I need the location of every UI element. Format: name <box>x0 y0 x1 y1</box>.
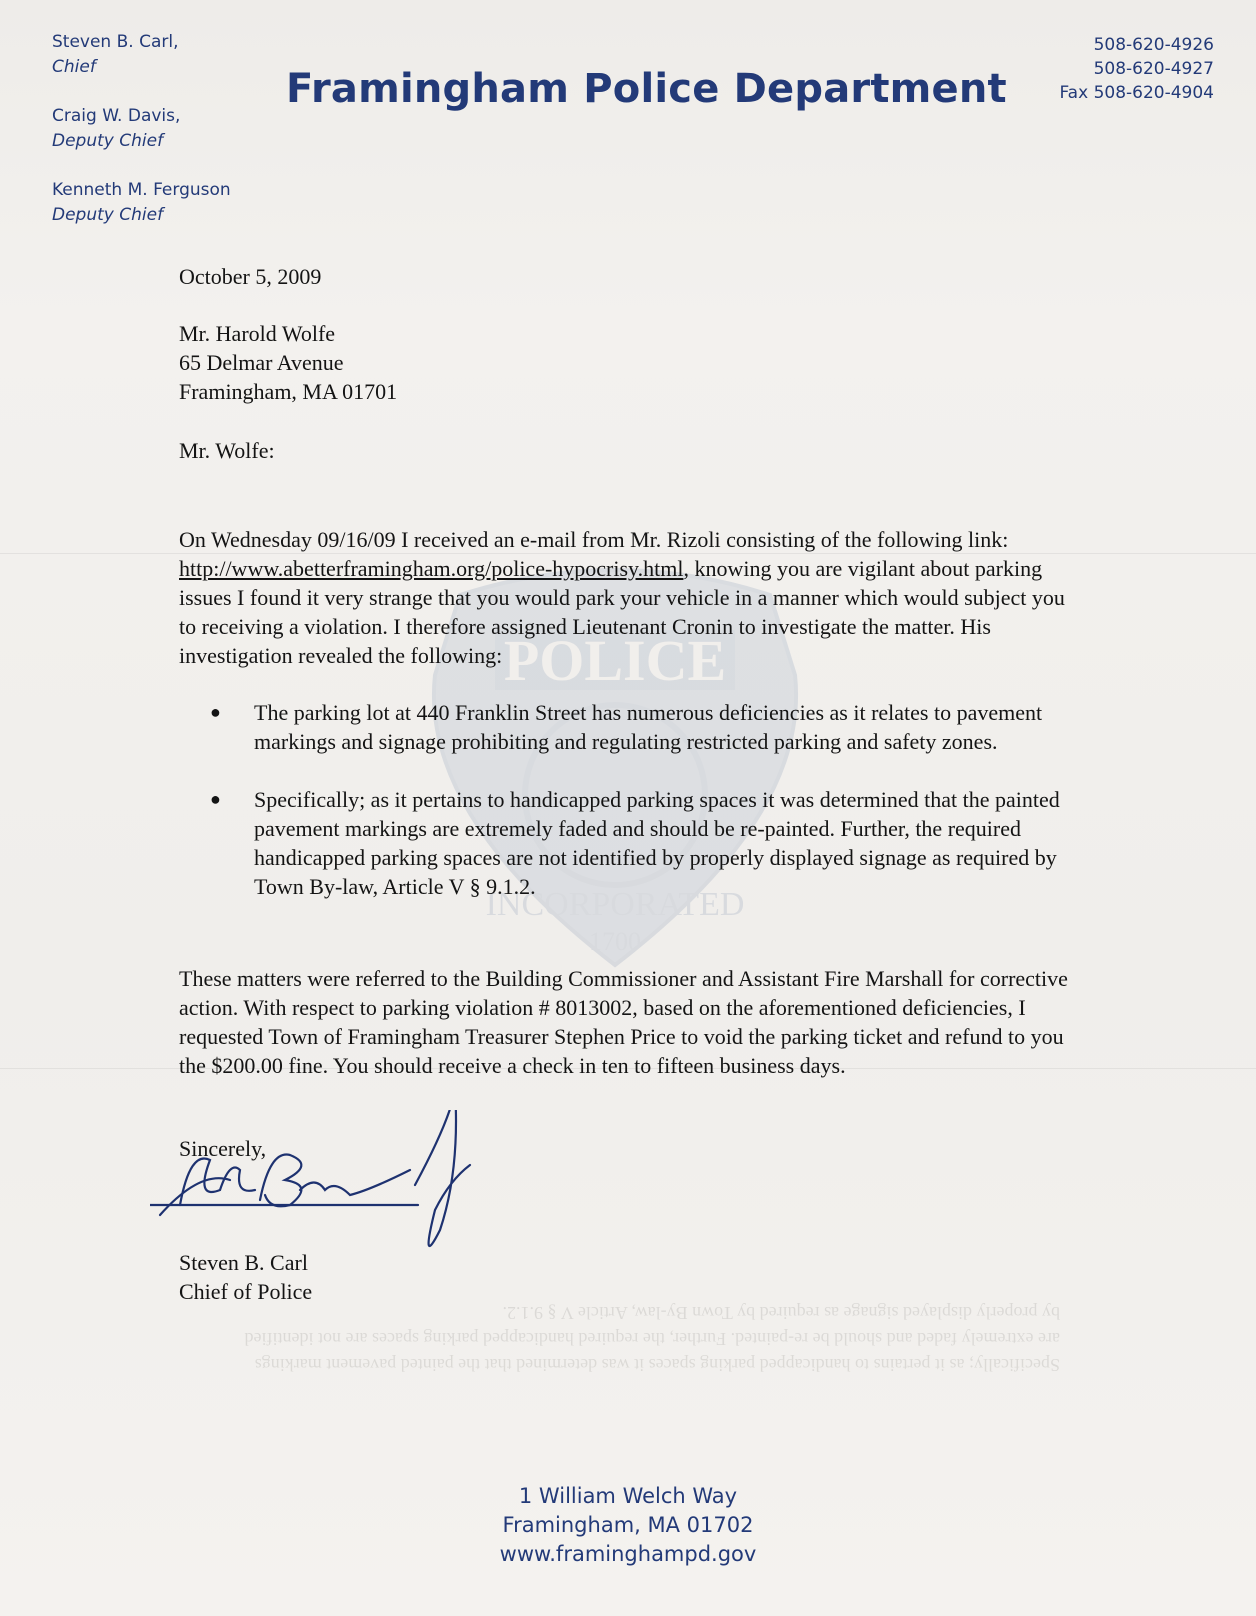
signer-title: Chief of Police <box>179 1279 313 1304</box>
phone-number: 508-620-4926 <box>1093 35 1214 55</box>
paragraph-text: , knowing you are vigilant about parking issues I found it very strange that you would park your vehicle in a manner which would subject you to receiving a violation. I therefore assigned Lieutenant Cronin to investigate the matter. His investigation revealed the following: <box>179 556 1065 668</box>
fax-number: Fax 508-620-4904 <box>1059 83 1214 103</box>
watermark-year-text: 1700 <box>589 927 641 956</box>
findings-list <box>210 698 1070 930</box>
watermark-incorporated-text: INCORPORATED <box>485 886 745 923</box>
staff-title: Deputy Chief <box>52 205 164 225</box>
footer-address <box>0 1482 1256 1569</box>
recipient-name: Mr. Harold Wolfe <box>179 321 336 346</box>
recipient-address <box>179 319 1079 406</box>
staff-name: Steven B. Carl, <box>52 32 179 52</box>
phone-numbers <box>1059 33 1214 105</box>
staff-member <box>52 178 231 228</box>
website-link[interactable]: http://www.abetterframingham.org/police-hypocrisy.html <box>179 556 684 581</box>
bleed-through-text: Specifically; as it pertains to handicapped parking spaces it was determined that the painted pavement markings are extremely faded and should be re-painted. Further, the required handicapped parking spaces are not identified by properly displayed signage as required by Town By-law, Article V § 9.1.2. <box>244 1303 1060 1375</box>
staff-title: Deputy Chief <box>52 131 164 151</box>
staff-name: Kenneth M. Ferguson <box>52 180 231 200</box>
body-paragraph-2: These matters were referred to the Building Commissioner and Assistant Fire Marshall for corrective action. With respect to parking violation # 8013002, based on the aforementioned deficiencies, I requested Town of Framingham Treasurer Stephen Price to void the parking ticket and refund to you the $200.00 fine. You should receive a check in ten to fifteen business days. <box>179 966 1068 1078</box>
footer-website[interactable]: www.framinghampd.gov <box>499 1542 757 1566</box>
footer-street: 1 William Welch Way <box>518 1484 738 1508</box>
department-title: Framingham Police Department <box>286 66 1007 112</box>
list-item <box>210 698 1070 756</box>
phone-number: 508-620-4927 <box>1093 59 1214 79</box>
bullet-icon: ● <box>210 702 221 722</box>
staff-listing <box>52 30 231 252</box>
watermark-police-text: POLICE <box>503 628 727 693</box>
list-item-text: The parking lot at 440 Franklin Street has numerous deficiencies as it relates to pavement markings and signage prohibiting and regulating restricted parking and safety zones. <box>254 700 1043 754</box>
staff-member <box>52 30 231 80</box>
staff-name: Craig W. Davis, <box>52 106 181 126</box>
body-paragraph-1 <box>179 525 1079 670</box>
staff-member <box>52 104 231 154</box>
signer-block <box>179 1248 1079 1306</box>
salutation: Mr. Wolfe: <box>179 438 275 463</box>
paragraph-text: On Wednesday 09/16/09 I received an e-mail from Mr. Rizoli consisting of the following link: <box>179 527 1009 552</box>
staff-title: Chief <box>52 57 96 77</box>
closing: Sincerely, <box>179 1136 267 1161</box>
letter-date: October 5, 2009 <box>179 264 322 289</box>
recipient-city: Framingham, MA 01701 <box>179 379 398 404</box>
signer-name: Steven B. Carl <box>179 1250 308 1275</box>
recipient-street: 65 Delmar Avenue <box>179 350 344 375</box>
bullet-icon: ● <box>210 789 221 809</box>
list-item-text: Specifically; as it pertains to handicapped parking spaces it was determined that the painted pavement markings are extremely faded and should be re-painted. Further, the required handicapped parking spaces are not identified by properly displayed signage as required by Town By-law, Article V § 9.1.2. <box>254 787 1060 899</box>
footer-city: Framingham, MA 01702 <box>502 1513 754 1537</box>
list-item <box>210 785 1070 901</box>
